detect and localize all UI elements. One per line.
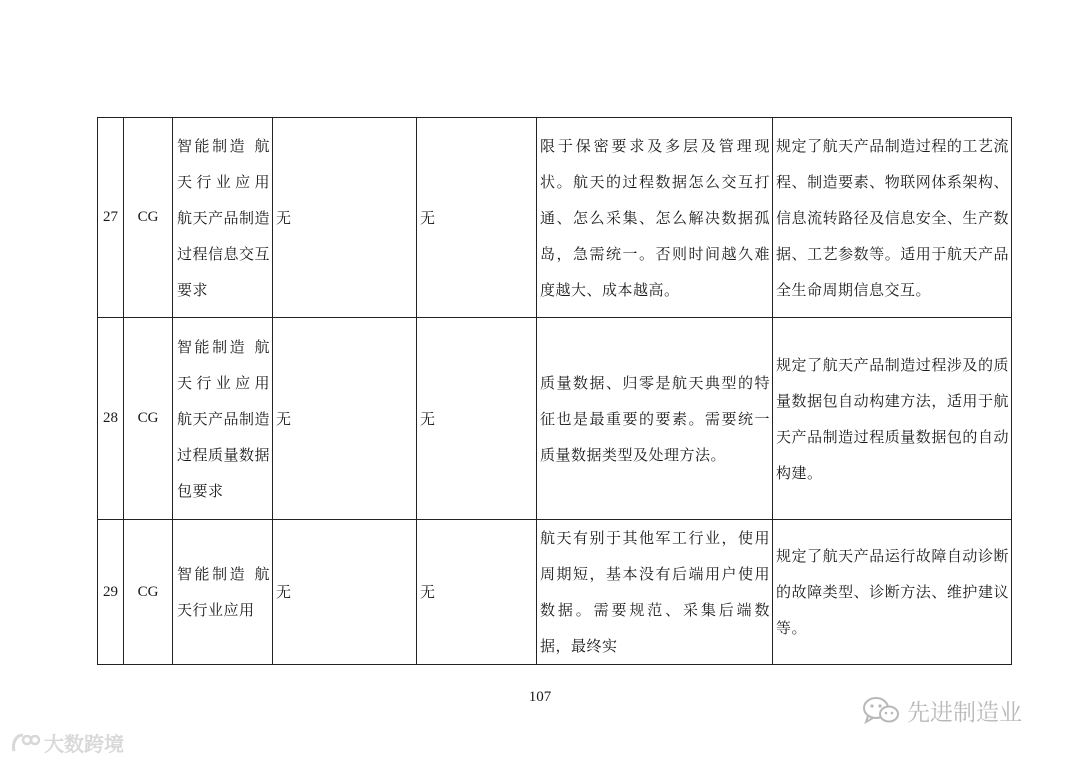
- watermark-logo-icon: [10, 731, 40, 755]
- row-number: 27: [98, 118, 124, 318]
- watermark-right-text: 先进制造业: [907, 700, 1022, 726]
- watermark-right: [861, 694, 1022, 727]
- scope-text: 规定了航天产品运行故障自动诊断的故障类型、诊断方法、维护建议等。: [773, 520, 1012, 665]
- necessity-text: 限于保密要求及多层及管理现状。航天的过程数据怎么交互打通、怎么采集、怎么解决数据孤岛，急需统一。否则时间越久难度越大、成本越高。: [537, 118, 773, 318]
- watermark-left: [10, 728, 124, 757]
- related-standard-2: 无: [417, 520, 537, 665]
- standard-name: 智能制造 航天行业应用: [173, 520, 273, 665]
- row-number: 28: [98, 318, 124, 520]
- related-standard-1: 无: [273, 520, 417, 665]
- standards-table: [97, 117, 1012, 665]
- related-standard-2: 无: [417, 118, 537, 318]
- scope-text: 规定了航天产品制造过程的工艺流程、制造要素、物联网体系架构、信息流转路径及信息安全、生产数据、工艺参数等。适用于航天产品全生命周期信息交互。: [773, 118, 1012, 318]
- necessity-text: 航天有别于其他军工行业，使用周期短，基本没有后端用户使用数据。需要规范、采集后端数据，最终实: [537, 520, 773, 665]
- page-number: 107: [528, 689, 552, 705]
- table-row: [98, 118, 1012, 318]
- necessity-text: 质量数据、归零是航天典型的特征也是最重要的要素。需要统一质量数据类型及处理方法。: [537, 318, 773, 520]
- watermark-left-text: 大数跨境: [44, 732, 124, 756]
- row-org: CG: [124, 520, 173, 665]
- scope-text: 规定了航天产品制造过程涉及的质量数据包自动构建方法，适用于航天产品制造过程质量数据包的自动构建。: [773, 318, 1012, 520]
- table-row: [98, 520, 1012, 665]
- standard-name: 智能制造 航天行业应用 航天产品制造过程质量数据包要求: [173, 318, 273, 520]
- table-row: [98, 318, 1012, 520]
- related-standard-1: 无: [273, 318, 417, 520]
- row-org: CG: [124, 318, 173, 520]
- related-standard-1: 无: [273, 118, 417, 318]
- wechat-icon: [861, 695, 901, 727]
- related-standard-2: 无: [417, 318, 537, 520]
- row-number: 29: [98, 520, 124, 665]
- standard-name: 智能制造 航天行业应用 航天产品制造过程信息交互要求: [173, 118, 273, 318]
- row-org: CG: [124, 118, 173, 318]
